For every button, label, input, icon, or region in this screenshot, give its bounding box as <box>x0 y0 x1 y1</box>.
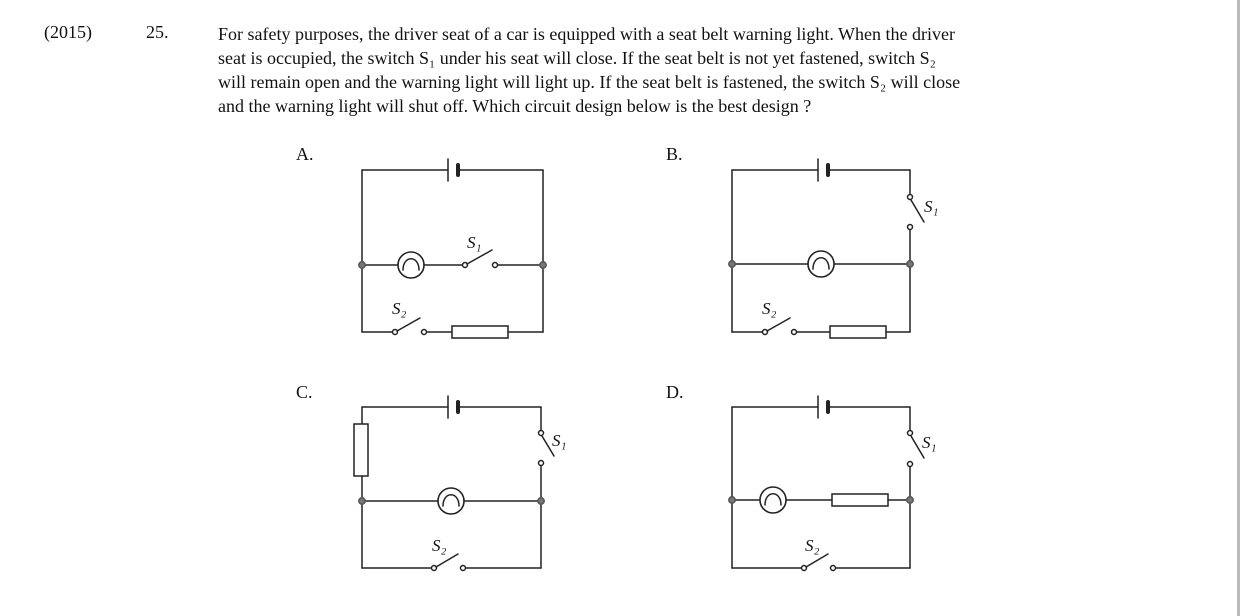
circuit-d <box>729 396 924 571</box>
switch-label-s1: S₁ <box>467 233 482 252</box>
circuit-b <box>729 159 924 338</box>
question-line: will remain open and the warning light will light up. If the seat belt is fastened, the switch S₂ will close <box>218 72 961 92</box>
question-line: and the warning light will shut off. Which circuit design below is the best design ? <box>218 96 812 116</box>
lamp-icon <box>760 487 786 513</box>
switch-label-s1: S₁ <box>922 433 937 452</box>
option-b-label: B. <box>666 144 683 164</box>
lamp-icon <box>808 251 834 277</box>
switch-label-s2: S₂ <box>805 536 820 555</box>
option-c-label: C. <box>296 382 313 402</box>
question-line: seat is occupied, the switch S₁ under his seat will close. If the seat belt is not yet fastened, switch S₂ <box>218 48 936 68</box>
question-year: (2015) <box>44 22 92 42</box>
lamp-icon <box>438 488 464 514</box>
switch-label-s2: S₂ <box>392 299 407 318</box>
circuit-a <box>359 159 546 338</box>
question-number: 25. <box>146 22 169 42</box>
lamp-icon <box>398 252 424 278</box>
switch-label-s2: S₂ <box>762 299 777 318</box>
switch-label-s1: S₁ <box>924 197 939 216</box>
circuit-c <box>354 396 554 571</box>
option-d-label: D. <box>666 382 684 402</box>
option-a-label: A. <box>296 144 314 164</box>
switch-label-s2: S₂ <box>432 536 447 555</box>
switch-label-s1: S₁ <box>552 431 567 450</box>
question-line: For safety purposes, the driver seat of a car is equipped with a seat belt warning light. When the driver <box>218 24 955 44</box>
